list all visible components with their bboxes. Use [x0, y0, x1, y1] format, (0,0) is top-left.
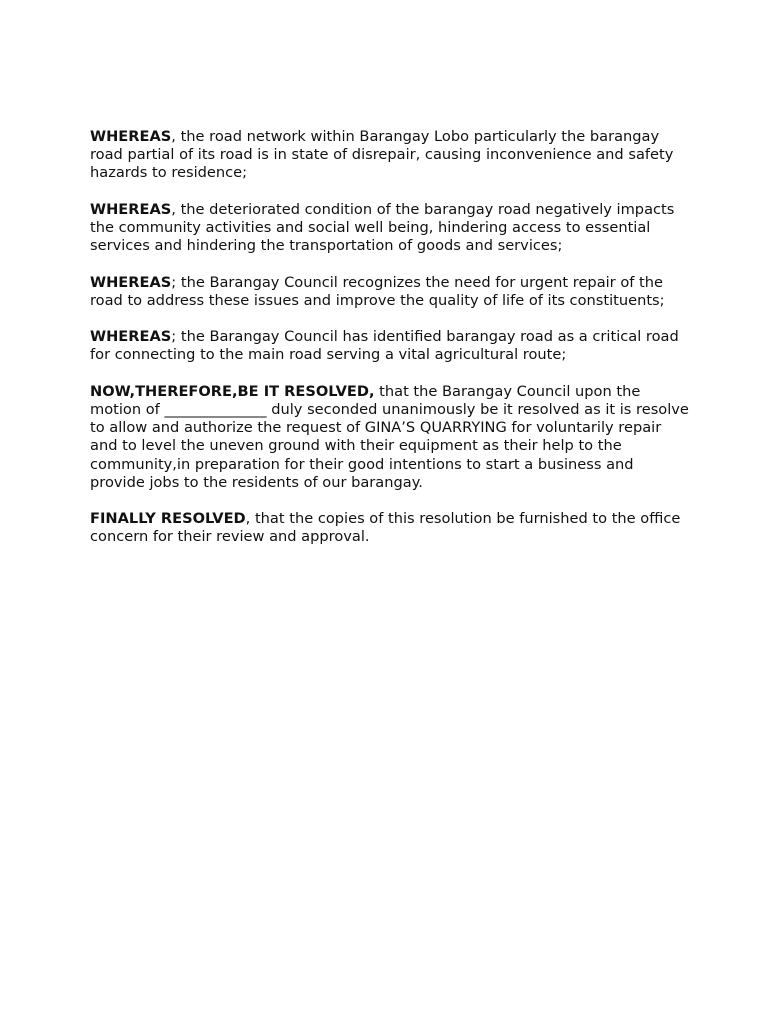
whereas-paragraph-3	[90, 274, 690, 310]
whereas-paragraph-1	[90, 128, 690, 183]
paragraph-body: , the road network within Barangay Lobo particularly the barangay road partial of its road is in state of disrepair, causing inconvenience and safety hazards to residence;	[90, 128, 674, 182]
paragraph-lead: NOW,THEREFORE,BE IT RESOLVED,	[90, 382, 375, 400]
paragraph-body: , the deteriorated condition of the barangay road negatively impacts the community activities and social well being, hindering access to essential services and hindering the transportation of goods and services;	[90, 200, 675, 255]
paragraph-body: ; the Barangay Council recognizes the need for urgent repair of the road to address these issues and improve the quality of life of its constituents;	[90, 273, 665, 309]
finally-resolved-paragraph	[90, 510, 690, 546]
paragraph-body: , that the copies of this resolution be furnished to the office concern for their review and approval.	[90, 510, 681, 546]
paragraph-body: ; the Barangay Council has identified barangay road as a critical road for connecting to the main road serving a vital agricultural route;	[90, 328, 679, 364]
paragraph-body: that the Barangay Council upon the motion of ______________ duly seconded unanimously be it resolved as it is resolve to allow and authorize the request of GINA’S QUARRYING for voluntarily repair and to level the uneven ground with their equipment as their help to the community,in preparation for their good intentions to start a business and provide jobs to the residents of our barangay.	[90, 382, 689, 491]
whereas-paragraph-4	[90, 328, 690, 364]
paragraph-lead: FINALLY RESOLVED	[90, 510, 246, 528]
whereas-paragraph-2	[90, 201, 690, 256]
paragraph-lead: WHEREAS	[90, 200, 172, 218]
resolved-paragraph	[90, 383, 690, 492]
paragraph-lead: WHEREAS	[90, 128, 172, 145]
paragraph-lead: WHEREAS	[90, 328, 172, 346]
resolution-document	[90, 128, 690, 565]
paragraph-lead: WHEREAS	[90, 273, 172, 291]
